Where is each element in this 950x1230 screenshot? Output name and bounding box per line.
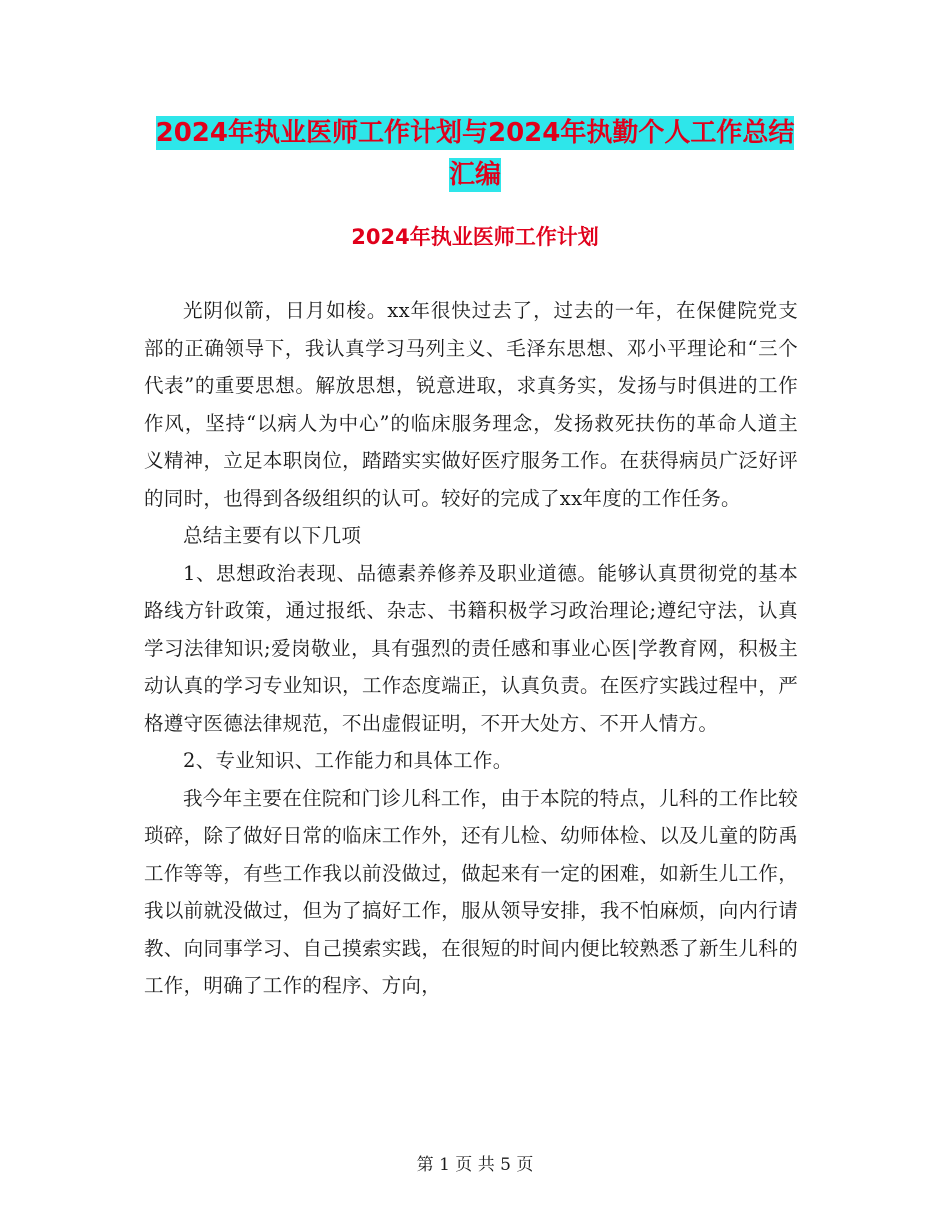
document-title-line2: 汇编 xyxy=(448,160,501,190)
page-footer: 第 1 页 共 5 页 xyxy=(416,1155,534,1175)
paragraph: 光阴似箭，日月如梭。xx年很快过去了，过去的一年，在保健院党支部的正确领导下，我认真学习马列主义、毛泽东思想、邓小平理论和“三个代表”的重要思想。解放思想，锐意进取，求真务实，发扬与时俱进的工作作风，坚持“以病人为中心”的临床服务理念，发扬救死扶伤的革命人道主义精神，立足本职岗位，踏踏实实做好医疗服务工作。在获得病员广泛好评的同时，也得到各级组织的认可。较好的完成了xx年度的工作任务。 xyxy=(144,299,798,510)
paragraph: 2、专业知识、工作能力和具体工作。 xyxy=(183,749,513,772)
paragraph: 1、思想政治表现、品德素养修养及职业道德。能够认真贯彻党的基本路线方针政策，通过报纸、杂志、书籍积极学习政治理论;遵纪守法，认真学习法律知识;爱岗敬业，具有强烈的责任感和事业心医|学教育网，积极主动认真的学习专业知识，工作态度端正，认真负责。在医疗实践过程中，严格遵守医德法律规范，不出虚假证明，不开大处方、不开人情方。 xyxy=(144,561,798,735)
document-title xyxy=(140,112,810,196)
paragraph: 总结主要有以下几项 xyxy=(183,524,362,547)
document-body xyxy=(144,292,798,1005)
paragraph: 我今年主要在住院和门诊儿科工作，由于本院的特点，儿科的工作比较琐碎，除了做好日常的临床工作外，还有儿检、幼师体检、以及儿童的防禹工作等等，有些工作我以前没做过，做起来有一定的困难，如新生儿工作，我以前就没做过，但为了搞好工作，服从领导安排，我不怕麻烦，向内行请教、向同事学习、自己摸索实践，在很短的时间内便比较熟悉了新生儿科的工作，明确了工作的程序、方向， xyxy=(144,786,798,997)
document-title-line1: 2024年执业医师工作计划与2024年执勤个人工作总结 xyxy=(155,118,795,148)
section-title: 2024年执业医师工作计划 xyxy=(351,225,599,249)
